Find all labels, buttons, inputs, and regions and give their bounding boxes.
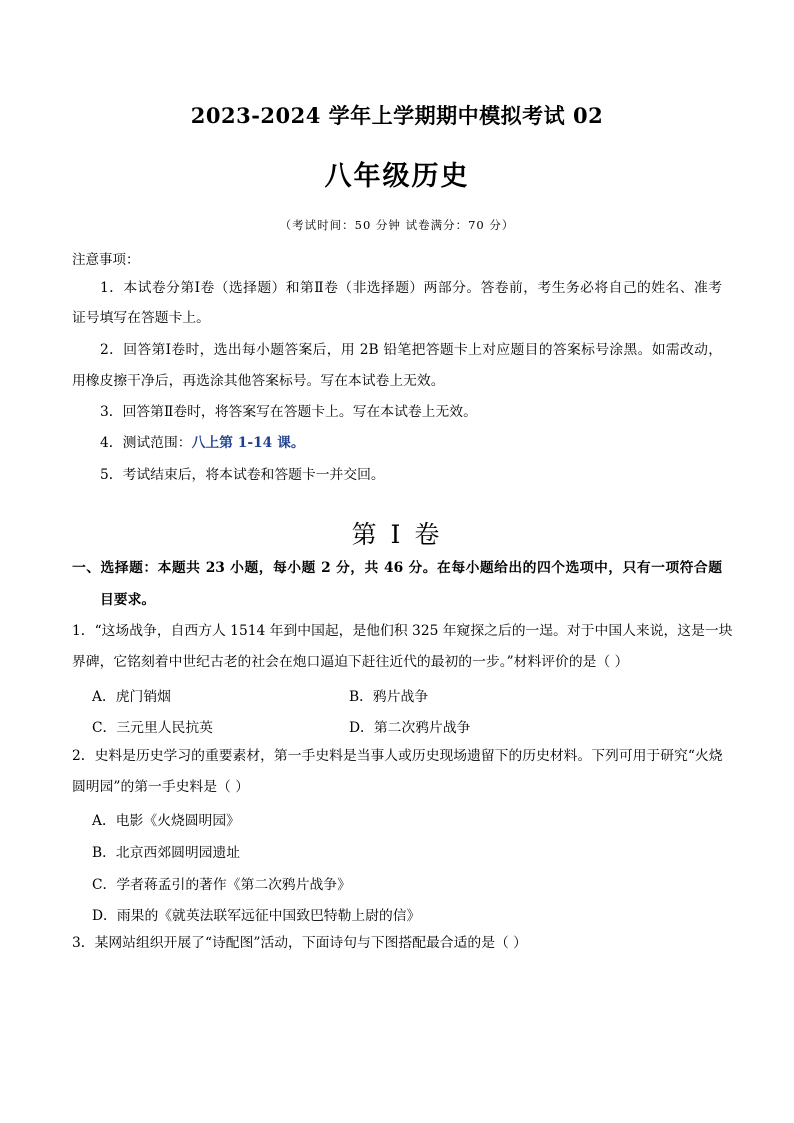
note-4-prefix: 4．测试范围： [100,435,192,451]
question-1-option-d: D．第二次鸦片战争 [349,720,471,736]
question-2-option-a: A．电影《火烧圆明园》 [92,813,240,829]
note-3: 3．回答第Ⅱ卷时，将答案写在答题卡上。写在本试卷上无效。 [100,404,477,420]
question-1-option-c: C．三元里人民抗英 [92,720,213,736]
note-2-line-2: 用橡皮擦干净后，再选涂其他答案标号。写在本试卷上无效。 [72,373,445,389]
note-2-line-1: 2．回答第Ⅰ卷时，选出每小题答案后，用 2B 铅笔把答题卡上对应题目的答案标号涂黑。如需改动， [100,342,722,358]
subject-title: 八年级历史 [324,161,470,192]
question-2-option-b: B．北京西郊圆明园遗址 [92,845,241,861]
note-1-line-2: 证号填写在答题卡上。 [72,310,210,326]
section-instructions-line-1: 一、选择题：本题共 23 小题，每小题 2 分，共 46 分。在每小题给出的四个选项中，只有一项符合题 [72,560,722,576]
question-2-line-2: 圆明园”的第一手史料是（ ） [72,779,250,795]
exam-info: （考试时间：50 分钟 试卷满分：70 分） [279,218,515,232]
section-title: 第 I 卷 [351,520,443,549]
question-1-option-b: B．鸦片战争 [349,689,429,705]
note-4-suffix: 。 [290,435,305,451]
note-5: 5．考试结束后，将本试卷和答题卡一并交回。 [100,467,385,483]
section-instructions-line-2: 目要求。 [100,592,156,608]
test-range: 八上第 1-14 课 [191,435,291,451]
note-4 [100,433,305,453]
question-2-option-d: D．雨果的《就英法联军远征中国致巴特勒上尉的信》 [92,908,421,924]
question-1-line-2: 界碑，它铭刻着中世纪古老的社会在炮口逼迫下赶往近代的最初的一步。”材料评价的是（ ） [72,654,629,670]
question-1-option-a: A．虎门销烟 [92,689,171,705]
question-2-option-c: C．学者蒋孟引的著作《第二次鸦片战争》 [92,877,351,893]
question-3-line-1: 3．某网站组织开展了“诗配图”活动，下面诗句与下图搭配最合适的是（ ） [72,935,527,951]
question-1-line-1: 1．“这场战争，自西方人 1514 年到中国起，是他们积 325 年窥探之后的一逞。对于中国人来说，这是一块 [72,623,733,639]
notes-heading: 注意事项： [72,252,140,268]
question-2-line-1: 2．史料是历史学习的重要素材，第一手史料是当事人或历史现场遗留下的历史材料。下列可用于研究“火烧 [72,748,723,764]
exam-title: 2023-2024 学年上学期期中模拟考试 02 [190,103,604,128]
note-1-line-1: 1．本试卷分第Ⅰ卷（选择题）和第Ⅱ卷（非选择题）两部分。答卷前，考生务必将自己的姓名、准考 [100,280,722,296]
